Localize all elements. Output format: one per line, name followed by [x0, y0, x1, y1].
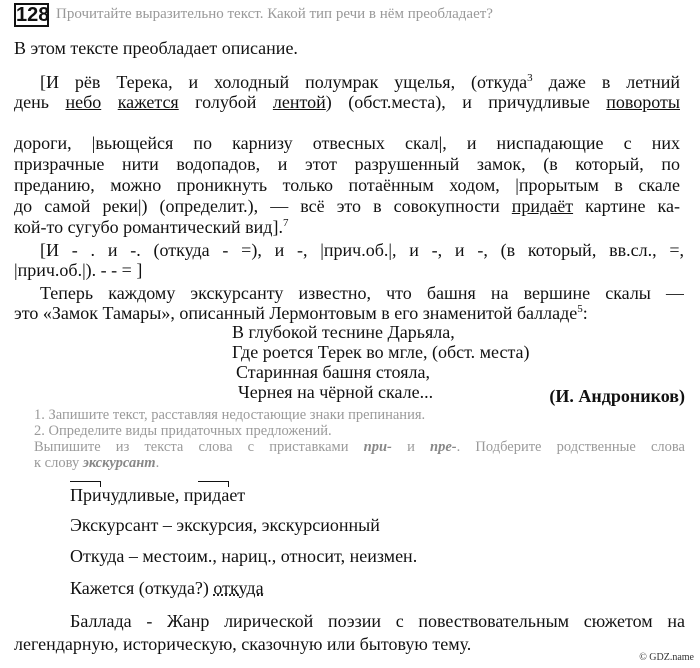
watermark: © GDZ.name [639, 652, 694, 663]
text-segment: экскурсант [82, 455, 156, 471]
text-segment: Баллада - Жанр лирической поэзии с повествовательным сюжетом на [70, 611, 685, 631]
text-segment: Выпишите из текста слова с приставками [34, 440, 364, 455]
text-segment [101, 92, 117, 112]
task-line [34, 456, 159, 471]
task-line [34, 408, 425, 423]
text-segment: картине ка- [573, 196, 680, 216]
task-line [34, 424, 332, 439]
text-segment: 3 [527, 72, 533, 84]
text-segment: преданию, можно проникнуть только потаённым ходом, |прорытым в скале [14, 175, 680, 195]
text-segment: небо [65, 92, 102, 112]
poem-line: Старинная башня стояла, [236, 362, 430, 382]
text-segment: Кажется (откуда?) [70, 578, 214, 598]
text-segment: кажется [117, 92, 179, 112]
text-line [14, 303, 588, 323]
author-attribution: (И. Андроников) [549, 386, 685, 406]
text-line [14, 92, 680, 112]
text-segment: 1. Запишите текст, расставляя недостающие знаки препинания. [34, 407, 426, 423]
prefix-mark-icon [198, 481, 229, 487]
text-line [40, 283, 684, 303]
poem-line: В глубокой теснине Дарьяла, [232, 322, 455, 342]
text-segment: : [582, 303, 588, 323]
answer-line [70, 611, 685, 631]
text-segment: повороты [606, 92, 680, 112]
text-segment: Экскурсант – экскурсия, экскурсионный [70, 515, 380, 535]
answer-intro: В этом тексте преобладает описание. [14, 38, 298, 58]
text-segment: призрачные нити водопадов, и этот разрушенный замок, (в который, по [14, 154, 680, 174]
text-segment: откуда [213, 578, 264, 598]
text-segment: и [391, 440, 431, 455]
text-segment: ) (обст.места), и причудливые [325, 92, 607, 112]
text-segment: до самой реки|) (определит.), — всё это в совокупности [14, 196, 512, 216]
text-line [14, 175, 680, 195]
text-segment: это «Замок Тамары», описанный Лермонтовым в его знаменитой балладе [14, 303, 578, 323]
text-segment: 7 [282, 217, 289, 229]
prefix-mark-icon [70, 481, 101, 487]
text-line [14, 217, 288, 237]
text-segment: . [155, 455, 160, 471]
text-line [40, 72, 680, 92]
text-segment: день [14, 92, 66, 112]
text-segment: легендарную, историческую, сказочную или бытовую тему. [14, 634, 472, 654]
text-segment: Причудливые, придает [70, 485, 246, 505]
text-line [14, 260, 142, 280]
answer-line [70, 578, 264, 598]
exercise-number: 128 [16, 4, 50, 26]
text-line [14, 154, 680, 174]
text-segment: пре- [430, 440, 457, 455]
text-segment: кой-то сугубо романтический вид]. [14, 217, 283, 237]
text-segment: . Подберите родственные слова [456, 440, 685, 455]
text-segment: Откуда – местоим., нариц., относит, неизмен. [70, 546, 418, 566]
text-segment: голубой [178, 92, 273, 112]
text-segment: даже в летний [532, 72, 680, 92]
text-segment: придаёт [511, 196, 574, 216]
text-segment: 5 [577, 303, 583, 315]
exercise-instruction: Прочитайте выразительно текст. Какой тип речи в нём преобладает? [56, 6, 493, 22]
task-line [34, 440, 685, 455]
poem-line: Чернея на чёрной скале... [238, 382, 434, 402]
text-line [14, 196, 680, 216]
text-segment: [И рёв Терека, и холодный полумрак ущелья, (откуда [40, 72, 528, 92]
text-segment: лентой [272, 92, 326, 112]
text-line [40, 240, 684, 260]
text-segment: [И - . и -. (откуда - =), и -, |прич.об.|, и -, и -, (в который, вв.сл., =, [40, 240, 684, 260]
text-segment: 2. Определите виды придаточных предложений. [34, 423, 332, 439]
answer-line [70, 485, 245, 505]
answer-line [14, 634, 471, 654]
text-segment: |прич.об.|). - - = ] [14, 260, 143, 280]
answer-line [70, 515, 380, 535]
text-segment: к слову [34, 455, 83, 471]
text-segment: при- [363, 440, 392, 455]
text-segment: дороги, |вьющейся по карнизу отвесных скал|, и ниспадающие с них [14, 133, 680, 153]
answer-line [70, 546, 417, 566]
text-line [14, 133, 680, 153]
text-segment: Теперь каждому экскурсанту известно, что башня на вершине скалы — [40, 283, 684, 303]
poem-line: Где роется Терек во мгле, (обст. места) [232, 342, 530, 362]
